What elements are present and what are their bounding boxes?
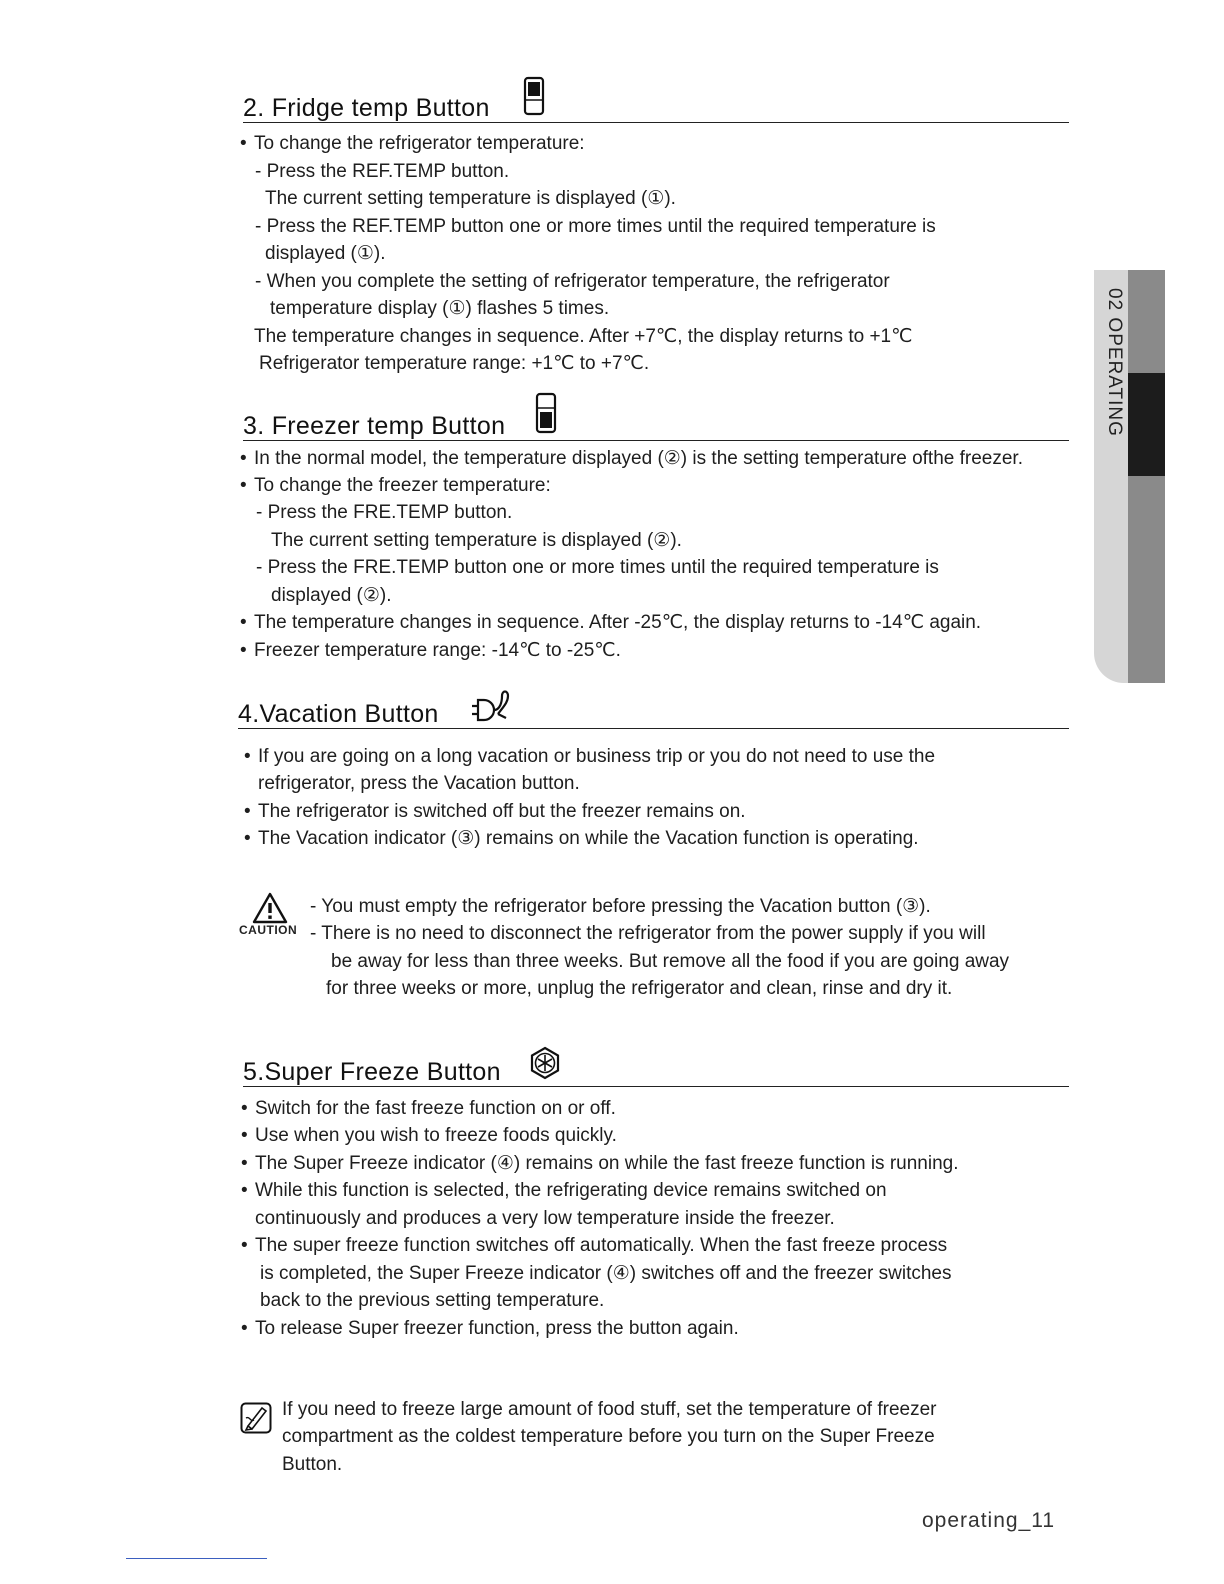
- text-line: • The Vacation indicator (③) remains on while the Vacation function is operating.: [258, 828, 919, 850]
- caution-line: - You must empty the refrigerator before pressing the Vacation button (③).: [310, 896, 931, 917]
- text-line: The current setting temperature is displayed (①).: [265, 188, 676, 209]
- note-icon: [240, 1402, 272, 1439]
- text-line: • The super freeze function switches off automatically. When the fast freeze process: [255, 1235, 947, 1257]
- freezer-icon: [535, 392, 557, 440]
- text-line: is completed, the Super Freeze indicator (④) switches off and the freezer switches: [260, 1263, 952, 1284]
- footer-rule: [126, 1558, 267, 1559]
- section-title: 4.Vacation Button: [238, 700, 439, 728]
- text-line: displayed (①).: [265, 243, 386, 264]
- super-freeze-icon: [528, 1046, 562, 1086]
- section-title: 3. Freezer temp Button: [243, 412, 506, 440]
- text-line: displayed (②).: [271, 585, 392, 606]
- text-line: - Press the FRE.TEMP button one or more times until the required temperature is: [256, 557, 939, 578]
- caution-line: be away for less than three weeks. But remove all the food if you are going away: [331, 951, 1010, 972]
- text-line: • The Super Freeze indicator (④) remains on while the fast freeze function is running.: [255, 1153, 958, 1175]
- text-line: The current setting temperature is displayed (②).: [271, 530, 682, 551]
- text-line: • To change the refrigerator temperature:: [254, 133, 585, 155]
- caution-label: CAUTION: [239, 923, 298, 937]
- text-line: • To release Super freezer function, press the button again.: [255, 1318, 739, 1340]
- text-line: • The refrigerator is switched off but the freezer remains on.: [258, 801, 746, 823]
- side-tab-gray-block: [1128, 476, 1165, 683]
- text-line: - When you complete the setting of refrigerator temperature, the refrigerator: [255, 271, 890, 292]
- text-line: back to the previous setting temperature.: [260, 1290, 605, 1311]
- text-line: • Freezer temperature range: -14℃ to -25℃.: [254, 640, 621, 662]
- section-heading-super-freeze: [243, 1046, 1069, 1087]
- text-line: • Switch for the fast freeze function on or off.: [255, 1098, 616, 1120]
- text-line: The temperature changes in sequence. After +7℃, the display returns to +1℃: [254, 326, 913, 347]
- text-line: Refrigerator temperature range: +1℃ to +7℃.: [259, 353, 650, 374]
- fridge-icon: [523, 76, 545, 122]
- text-line: • Use when you wish to freeze foods quickly.: [255, 1125, 617, 1147]
- text-line: • To change the freezer temperature:: [254, 475, 551, 497]
- vacation-plug-icon: [468, 688, 512, 728]
- section-title: 5.Super Freeze Button: [243, 1058, 501, 1086]
- chapter-side-tab: [1094, 270, 1165, 683]
- text-line: - Press the REF.TEMP button one or more times until the required temperature is: [255, 216, 936, 237]
- text-line: - Press the REF.TEMP button.: [255, 161, 510, 182]
- page-number: operating_11: [922, 1509, 1056, 1532]
- side-tab-label: 02 OPERATING: [1104, 288, 1125, 437]
- caution-line: for three weeks or more, unplug the refrigerator and clean, rinse and dry it.: [326, 978, 953, 999]
- text-line: - Press the FRE.TEMP button.: [256, 502, 513, 523]
- text-line: • The temperature changes in sequence. After -25℃, the display returns to -14℃ again.: [254, 612, 981, 634]
- text-line: continuously and produces a very low temperature inside the freezer.: [255, 1208, 835, 1229]
- note-line: If you need to freeze large amount of food stuff, set the temperature of freezer: [282, 1399, 937, 1420]
- side-tab-gray-block: [1128, 270, 1165, 373]
- section-heading-fridge-temp: [243, 76, 1069, 123]
- caution-line: - There is no need to disconnect the refrigerator from the power supply if you will: [310, 923, 986, 944]
- note-line: compartment as the coldest temperature before you turn on the Super Freeze: [282, 1426, 935, 1447]
- text-line: • If you are going on a long vacation or business trip or you do not need to use the: [258, 746, 935, 768]
- side-tab-active-block: [1128, 373, 1165, 476]
- text-line: temperature display (①) flashes 5 times.: [270, 298, 610, 319]
- section-title: 2. Fridge temp Button: [243, 94, 490, 122]
- text-line: • In the normal model, the temperature displayed (②) is the setting temperature ofthe freezer.: [254, 448, 1023, 470]
- text-line: refrigerator, press the Vacation button.: [258, 773, 580, 794]
- section-heading-freezer-temp: [243, 392, 1069, 441]
- note-line: Button.: [282, 1454, 343, 1475]
- text-line: • While this function is selected, the refrigerating device remains switched on: [255, 1180, 887, 1202]
- section-heading-vacation: [238, 688, 1069, 729]
